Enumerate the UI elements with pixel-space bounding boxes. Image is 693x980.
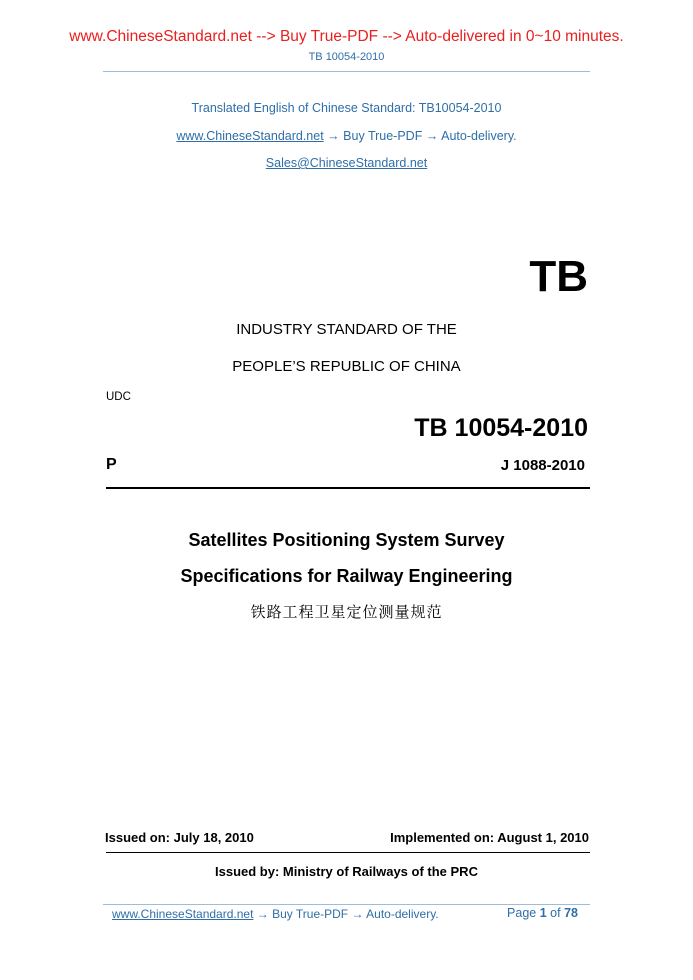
arrow-icon: →: [351, 907, 364, 921]
page-number: 1: [539, 906, 547, 920]
page-total: 78: [564, 906, 578, 920]
intro-email-line: [0, 156, 693, 170]
footer-purchase-line: [112, 907, 439, 921]
intro-buy-link[interactable]: Buy True-PDF: [343, 129, 423, 143]
sales-email-link[interactable]: Sales@ChineseStandard.net: [265, 156, 428, 170]
p-label: P: [106, 456, 117, 473]
udc-label: UDC: [106, 391, 131, 403]
implemented-on: Implemented on: August 1, 2010: [390, 830, 589, 845]
footer-site-link[interactable]: www.ChineseStandard.net: [112, 907, 254, 921]
arrow-icon: →: [425, 129, 439, 143]
industry-line-1: INDUSTRY STANDARD OF THE: [236, 321, 457, 338]
footer-buy-link[interactable]: Buy True-PDF: [272, 907, 349, 921]
standard-code: TB 10054-2010: [414, 414, 588, 442]
title-line-2: Specifications for Railway Engineering: [180, 566, 513, 586]
cover-divider-bottom: [106, 852, 590, 853]
intro-purchase-line: [0, 129, 693, 143]
industry-line-2: PEOPLE’S REPUBLIC OF CHINA: [232, 358, 461, 375]
page-indicator: [507, 906, 578, 920]
chinese-title: 铁路工程卫星定位测量规范: [250, 603, 443, 621]
arrow-icon: →: [327, 129, 340, 143]
header-divider: [103, 71, 590, 72]
footer-auto-delivery: Auto-delivery.: [366, 907, 439, 921]
intro-auto-delivery: Auto-delivery.: [441, 129, 517, 143]
title-line-1: Satellites Positioning System Survey: [188, 530, 505, 550]
cover-divider-top: [106, 487, 590, 489]
page-label: Page: [507, 906, 537, 920]
issued-by: Issued by: Ministry of Railways of the PRC: [215, 864, 478, 879]
record-code: J 1088-2010: [500, 457, 585, 474]
intro-site-link[interactable]: www.ChineseStandard.net: [176, 129, 324, 143]
arrow-icon: →: [256, 907, 269, 921]
tb-mark: TB: [529, 252, 588, 301]
translated-notice: Translated English of Chinese Standard: TB10054-2010: [191, 101, 502, 115]
issued-on: Issued on: July 18, 2010: [105, 830, 254, 845]
promo-banner[interactable]: www.ChineseStandard.net --> Buy True-PDF --> Auto-delivered in 0~10 minutes.: [69, 28, 624, 45]
of-label: of: [550, 906, 561, 920]
header-standard-code: TB 10054-2010: [308, 51, 385, 63]
footer-divider: [103, 904, 590, 905]
